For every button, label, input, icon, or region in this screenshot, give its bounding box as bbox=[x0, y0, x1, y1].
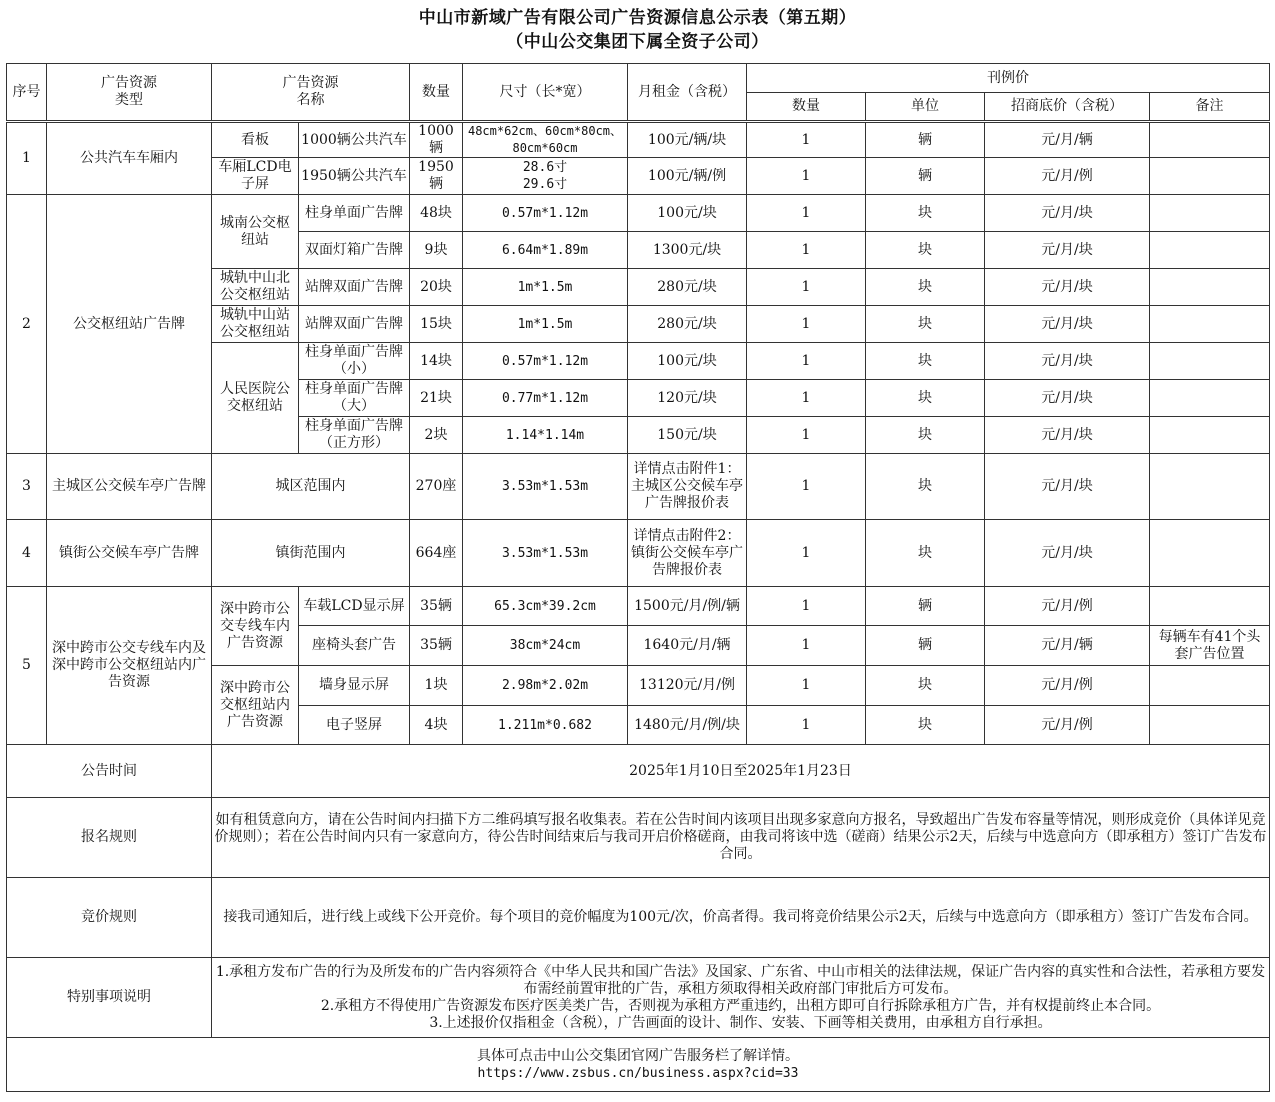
kanli-unit-cell: 辆 bbox=[866, 587, 985, 626]
kanli-price-cell: 元/月/辆 bbox=[985, 626, 1150, 666]
qty-cell: 9块 bbox=[410, 232, 463, 269]
kanli-unit-cell: 块 bbox=[866, 343, 985, 380]
kanli-unit-cell: 块 bbox=[866, 454, 985, 520]
name-cell: 柱身单面广告牌（正方形） bbox=[299, 417, 410, 454]
kanli-price-cell: 元/月/块 bbox=[985, 454, 1150, 520]
kanli-price-cell: 元/月/辆 bbox=[985, 122, 1150, 158]
kanli-price-cell: 元/月/例 bbox=[985, 666, 1150, 706]
rent-cell: 150元/块 bbox=[628, 417, 747, 454]
type-cell: 深中跨市公交专线车内及深中跨市公交枢纽站内广告资源 bbox=[47, 587, 212, 745]
name-cell: 墙身显示屏 bbox=[299, 666, 410, 706]
table-row bbox=[7, 122, 1270, 158]
size-cell: 0.57m*1.12m bbox=[463, 195, 628, 232]
name-cell: 镇街范围内 bbox=[212, 520, 410, 587]
type-cell: 主城区公交候车亭广告牌 bbox=[47, 454, 212, 520]
size-cell: 6.64m*1.89m bbox=[463, 232, 628, 269]
kanli-unit-cell: 块 bbox=[866, 380, 985, 417]
kanli-qty-cell: 1 bbox=[747, 706, 866, 745]
header-seq: 序号 bbox=[7, 64, 47, 122]
header-kanli-unit: 单位 bbox=[866, 93, 985, 122]
size-cell: 65.3cm*39.2cm bbox=[463, 587, 628, 626]
qty-cell: 14块 bbox=[410, 343, 463, 380]
kanli-qty-cell: 1 bbox=[747, 454, 866, 520]
kanli-price-cell: 元/月/块 bbox=[985, 343, 1150, 380]
kanli-qty-cell: 1 bbox=[747, 626, 866, 666]
note-cell bbox=[1150, 417, 1270, 454]
notice-label: 公告时间 bbox=[7, 745, 212, 798]
name-cell: 电子竖屏 bbox=[299, 706, 410, 745]
note-cell: 每辆车有41个头套广告位置 bbox=[1150, 626, 1270, 666]
sub-name-cell: 人民医院公交枢纽站 bbox=[212, 343, 299, 454]
sub-name-cell: 城轨中山站公交枢纽站 bbox=[212, 306, 299, 343]
page-title-block bbox=[0, 6, 1275, 54]
qty-cell: 35辆 bbox=[410, 626, 463, 666]
signup-row bbox=[7, 798, 1270, 878]
name-cell: 1000辆公共汽车 bbox=[299, 122, 410, 158]
special-item-3: 3.上述报价仅指租金（含税），广告画面的设计、制作、安装、下画等相关费用，由承租方自行承担。 bbox=[429, 1014, 1052, 1031]
name-cell: 双面灯箱广告牌 bbox=[299, 232, 410, 269]
signup-label: 报名规则 bbox=[7, 798, 212, 878]
bid-rules-text: 接我司通知后，进行线上或线下公开竞价。每个项目的竞价幅度为100元/次，价高者得。我司将竞价结果公示2天，后续与中选意向方（即承租方）签订广告发布合同。 bbox=[212, 878, 1270, 958]
name-cell: 柱身单面广告牌（大） bbox=[299, 380, 410, 417]
notice-value: 2025年1月10日至2025年1月23日 bbox=[212, 745, 1270, 798]
seq-cell: 4 bbox=[7, 520, 47, 587]
table-row bbox=[7, 454, 1270, 520]
name-cell: 站牌双面广告牌 bbox=[299, 269, 410, 306]
header-kanli-price: 招商底价（含税） bbox=[985, 93, 1150, 122]
note-cell bbox=[1150, 587, 1270, 626]
kanli-qty-cell: 1 bbox=[747, 587, 866, 626]
note-cell bbox=[1150, 306, 1270, 343]
rent-cell: 1300元/块 bbox=[628, 232, 747, 269]
kanli-price-cell: 元/月/块 bbox=[985, 269, 1150, 306]
note-cell bbox=[1150, 195, 1270, 232]
name-cell: 座椅头套广告 bbox=[299, 626, 410, 666]
qty-cell: 20块 bbox=[410, 269, 463, 306]
qty-cell: 15块 bbox=[410, 306, 463, 343]
kanli-price-cell: 元/月/块 bbox=[985, 306, 1150, 343]
table-row bbox=[7, 520, 1270, 587]
header-rent: 月租金（含税） bbox=[628, 64, 747, 122]
footer-cell bbox=[7, 1038, 1270, 1092]
qty-cell: 1950辆 bbox=[410, 158, 463, 195]
type-cell: 镇街公交候车亭广告牌 bbox=[47, 520, 212, 587]
kanli-price-cell: 元/月/例 bbox=[985, 706, 1150, 745]
rent-cell: 详情点击附件2：镇街公交候车亭广告牌报价表 bbox=[628, 520, 747, 587]
seq-cell: 3 bbox=[7, 454, 47, 520]
kanli-unit-cell: 块 bbox=[866, 417, 985, 454]
sub-name-cell: 深中跨市公交枢纽站内广告资源 bbox=[212, 666, 299, 745]
kanli-unit-cell: 辆 bbox=[866, 158, 985, 195]
seq-cell: 1 bbox=[7, 122, 47, 195]
sub-name-cell: 看板 bbox=[212, 122, 299, 158]
rent-cell: 100元/辆/块 bbox=[628, 122, 747, 158]
kanli-unit-cell: 块 bbox=[866, 269, 985, 306]
size-cell: 2.98m*2.02m bbox=[463, 666, 628, 706]
kanli-qty-cell: 1 bbox=[747, 417, 866, 454]
note-cell bbox=[1150, 520, 1270, 587]
size-cell: 38cm*24cm bbox=[463, 626, 628, 666]
name-cell: 1950辆公共汽车 bbox=[299, 158, 410, 195]
page-subtitle: （中山公交集团下属全资子公司） bbox=[506, 32, 769, 52]
note-cell bbox=[1150, 343, 1270, 380]
sub-name-cell: 深中跨市公交专线车内广告资源 bbox=[212, 587, 299, 666]
kanli-qty-cell: 1 bbox=[747, 269, 866, 306]
size-cell: 1.14*1.14m bbox=[463, 417, 628, 454]
header-name: 广告资源 名称 bbox=[212, 64, 410, 122]
sub-name-cell: 车厢LCD电子屏 bbox=[212, 158, 299, 195]
rent-cell: 100元/块 bbox=[628, 195, 747, 232]
qty-cell: 2块 bbox=[410, 417, 463, 454]
header-kanli: 刊例价 bbox=[747, 64, 1270, 93]
note-cell bbox=[1150, 380, 1270, 417]
qty-cell: 664座 bbox=[410, 520, 463, 587]
qty-cell: 1000辆 bbox=[410, 122, 463, 158]
bid-row bbox=[7, 878, 1270, 958]
qty-cell: 35辆 bbox=[410, 587, 463, 626]
kanli-qty-cell: 1 bbox=[747, 306, 866, 343]
kanli-qty-cell: 1 bbox=[747, 666, 866, 706]
rent-cell: 100元/块 bbox=[628, 343, 747, 380]
type-cell: 公共汽车车厢内 bbox=[47, 122, 212, 195]
header-qty: 数量 bbox=[410, 64, 463, 122]
kanli-price-cell: 元/月/例 bbox=[985, 587, 1150, 626]
special-row bbox=[7, 958, 1270, 1038]
kanli-price-cell: 元/月/块 bbox=[985, 232, 1150, 269]
ad-resource-table bbox=[6, 63, 1270, 1092]
special-item-1: 1.承租方发布广告的行为及所发布的广告内容须符合《中华人民共和国广告法》及国家、广东省、中山市相关的法律法规，保证广告内容的真实性和合法性，若承租方要发布需经前置审批的广告，承租方须取得相关政府部门审批后方可发布。 bbox=[215, 963, 1266, 997]
notice-row bbox=[7, 745, 1270, 798]
special-item-2: 2.承租方不得使用广告资源发布医疗医美类广告，否则视为承租方严重违约，出租方即可自行拆除承租方广告，并有权提前终止本合同。 bbox=[320, 997, 1161, 1014]
sub-name-cell: 城轨中山北公交枢纽站 bbox=[212, 269, 299, 306]
kanli-qty-cell: 1 bbox=[747, 158, 866, 195]
kanli-qty-cell: 1 bbox=[747, 195, 866, 232]
header-kanli-qty: 数量 bbox=[747, 93, 866, 122]
name-cell: 柱身单面广告牌 bbox=[299, 195, 410, 232]
kanli-qty-cell: 1 bbox=[747, 343, 866, 380]
kanli-price-cell: 元/月/块 bbox=[985, 380, 1150, 417]
footer-row bbox=[7, 1038, 1270, 1092]
kanli-unit-cell: 块 bbox=[866, 706, 985, 745]
size-cell: 0.57m*1.12m bbox=[463, 343, 628, 380]
size-cell: 28.6寸 29.6寸 bbox=[463, 158, 628, 195]
note-cell bbox=[1150, 269, 1270, 306]
rent-cell: 280元/块 bbox=[628, 269, 747, 306]
header-size: 尺寸（长*宽） bbox=[463, 64, 628, 122]
size-cell: 3.53m*1.53m bbox=[463, 520, 628, 587]
sub-name-cell: 城南公交枢纽站 bbox=[212, 195, 299, 269]
signup-rules-text: 如有租赁意向方，请在公告时间内扫描下方二维码填写报名收集表。若在公告时间内该项目出现多家意向方报名，导致超出广告发布容量等情况，则形成竞价（具体详见竞价规则）；若在公告时间内只有一家意向方，待公告时间结束后与我司开启价格磋商，由我司将该中选（磋商）结果公示2天，后续与中选意向方（即承租方）签订广告发布合同。 bbox=[212, 798, 1270, 878]
size-cell: 1m*1.5m bbox=[463, 306, 628, 343]
kanli-qty-cell: 1 bbox=[747, 122, 866, 158]
rent-cell: 120元/块 bbox=[628, 380, 747, 417]
kanli-price-cell: 元/月/块 bbox=[985, 520, 1150, 587]
kanli-unit-cell: 块 bbox=[866, 520, 985, 587]
kanli-price-cell: 元/月/例 bbox=[985, 158, 1150, 195]
footer-url-link[interactable]: https://www.zsbus.cn/business.aspx?cid=33 bbox=[477, 1065, 799, 1081]
header-type: 广告资源 类型 bbox=[47, 64, 212, 122]
size-cell: 1.211m*0.682 bbox=[463, 706, 628, 745]
note-cell bbox=[1150, 232, 1270, 269]
seq-cell: 2 bbox=[7, 195, 47, 454]
header-kanli-note: 备注 bbox=[1150, 93, 1270, 122]
special-notes bbox=[212, 958, 1270, 1038]
note-cell bbox=[1150, 122, 1270, 158]
footer-text: 具体可点击中山公交集团官网广告服务栏了解详情。 bbox=[477, 1047, 799, 1064]
size-cell: 0.77m*1.12m bbox=[463, 380, 628, 417]
rent-cell: 1640元/月/辆 bbox=[628, 626, 747, 666]
name-cell: 车载LCD显示屏 bbox=[299, 587, 410, 626]
name-cell: 站牌双面广告牌 bbox=[299, 306, 410, 343]
rent-cell: 1500元/月/例/辆 bbox=[628, 587, 747, 626]
page-title: 中山市新域广告有限公司广告资源信息公示表（第五期） bbox=[418, 8, 857, 28]
note-cell bbox=[1150, 454, 1270, 520]
rent-cell: 280元/块 bbox=[628, 306, 747, 343]
name-cell: 城区范围内 bbox=[212, 454, 410, 520]
kanli-unit-cell: 块 bbox=[866, 232, 985, 269]
kanli-unit-cell: 辆 bbox=[866, 626, 985, 666]
name-cell: 柱身单面广告牌（小） bbox=[299, 343, 410, 380]
kanli-unit-cell: 辆 bbox=[866, 122, 985, 158]
rent-cell: 详情点击附件1：主城区公交候车亭广告牌报价表 bbox=[628, 454, 747, 520]
kanli-price-cell: 元/月/块 bbox=[985, 417, 1150, 454]
rent-cell: 1480元/月/例/块 bbox=[628, 706, 747, 745]
type-cell: 公交枢纽站广告牌 bbox=[47, 195, 212, 454]
rent-cell: 100元/辆/例 bbox=[628, 158, 747, 195]
kanli-qty-cell: 1 bbox=[747, 520, 866, 587]
bid-label: 竞价规则 bbox=[7, 878, 212, 958]
qty-cell: 21块 bbox=[410, 380, 463, 417]
kanli-unit-cell: 块 bbox=[866, 306, 985, 343]
note-cell bbox=[1150, 706, 1270, 745]
kanli-unit-cell: 块 bbox=[866, 195, 985, 232]
size-cell: 1m*1.5m bbox=[463, 269, 628, 306]
note-cell bbox=[1150, 666, 1270, 706]
qty-cell: 1块 bbox=[410, 666, 463, 706]
size-cell: 3.53m*1.53m bbox=[463, 454, 628, 520]
header-row bbox=[7, 64, 1270, 93]
kanli-unit-cell: 块 bbox=[866, 666, 985, 706]
rent-cell: 13120元/月/例 bbox=[628, 666, 747, 706]
seq-cell: 5 bbox=[7, 587, 47, 745]
qty-cell: 270座 bbox=[410, 454, 463, 520]
special-label: 特别事项说明 bbox=[7, 958, 212, 1038]
kanli-price-cell: 元/月/块 bbox=[985, 195, 1150, 232]
qty-cell: 48块 bbox=[410, 195, 463, 232]
qty-cell: 4块 bbox=[410, 706, 463, 745]
note-cell bbox=[1150, 158, 1270, 195]
kanli-qty-cell: 1 bbox=[747, 232, 866, 269]
size-cell: 48cm*62cm、60cm*80cm、 80cm*60cm bbox=[463, 122, 628, 158]
table-row bbox=[7, 195, 1270, 232]
kanli-qty-cell: 1 bbox=[747, 380, 866, 417]
table-row bbox=[7, 587, 1270, 626]
